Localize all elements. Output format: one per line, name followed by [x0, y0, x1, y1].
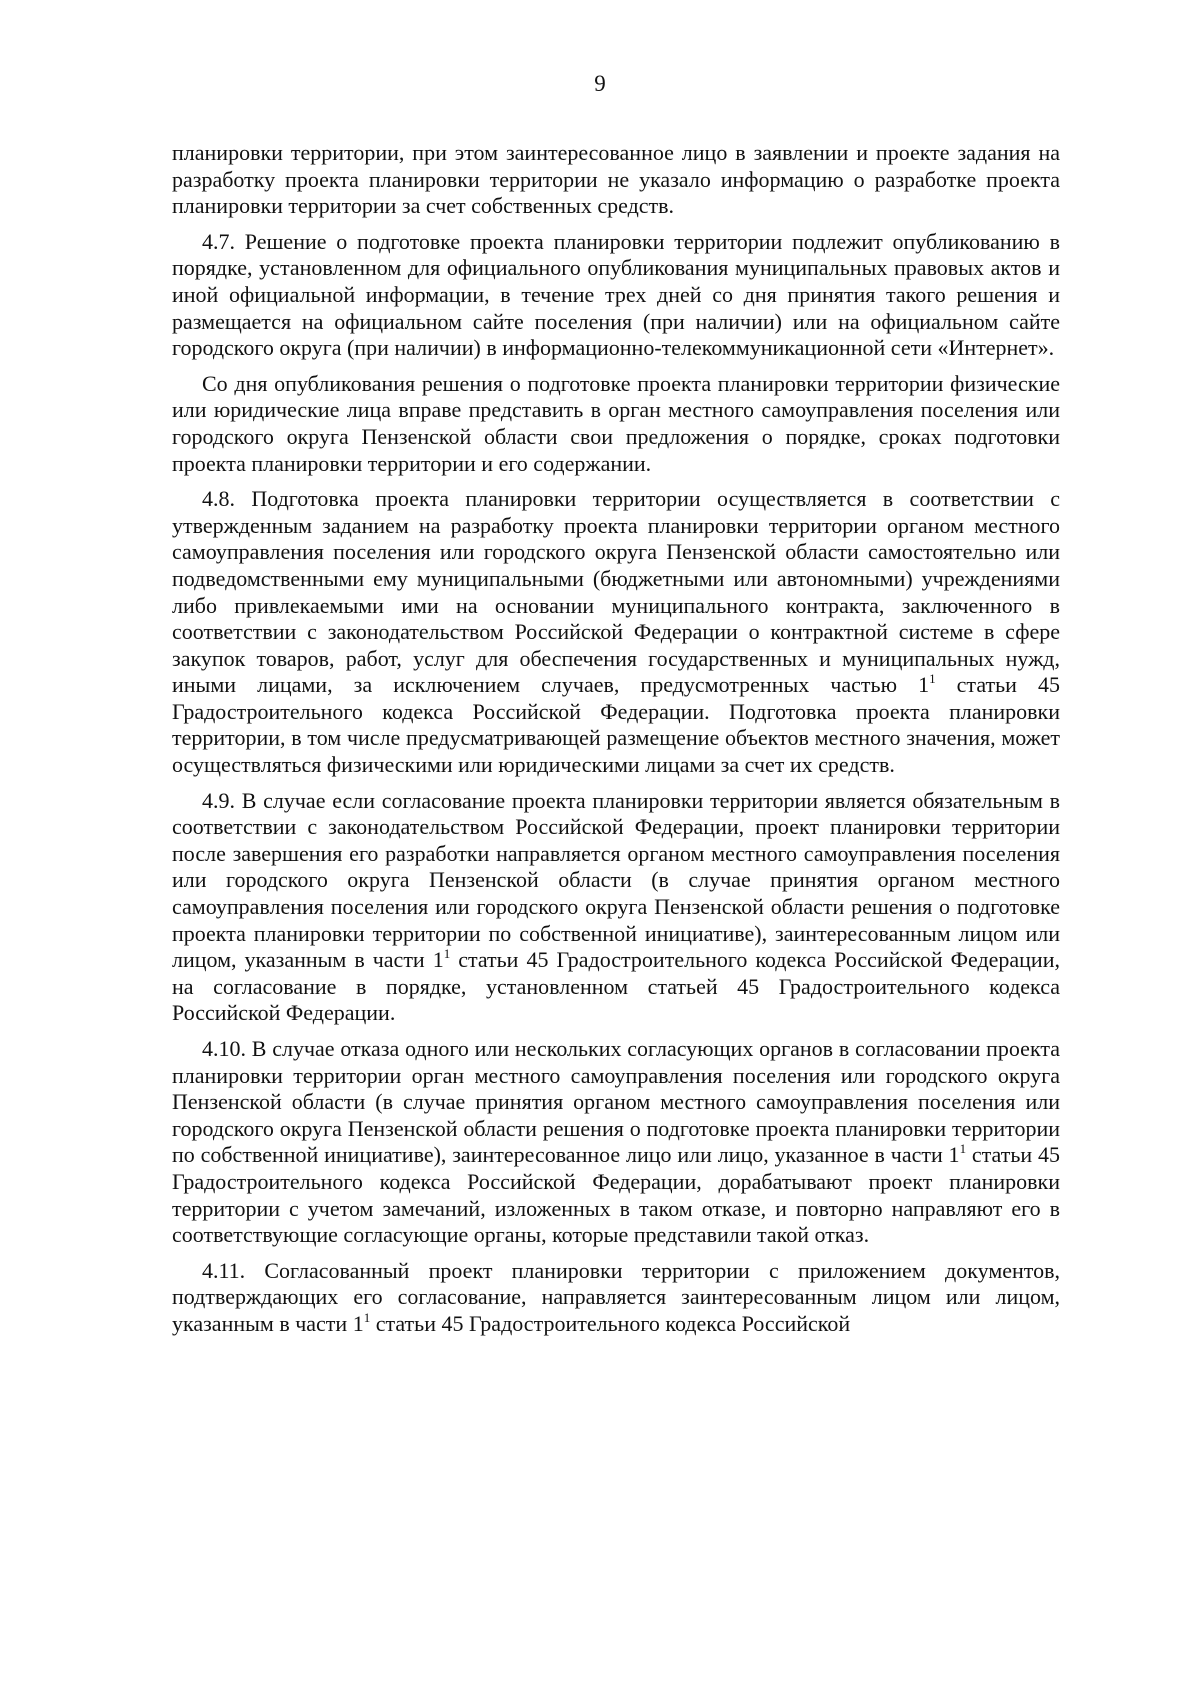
paragraph-continuation — [172, 140, 1060, 220]
paragraph-text: статьи 45 Градостроительного кодекса Российской Федерации, дорабатывают проект планировки территории с учетом замечаний, изложенных в таком отказе, и повторно направляют его в соответствующие согласующие органы, которые представили такой отказ. — [172, 1142, 1060, 1248]
paragraph-text: 4.8. Подготовка проекта планировки территории осуществляется в соответствии с утвержденным заданием на разработку проекта планировки территории органом местного самоуправления поселения или городского округа Пензенской области самостоятельно или подведомственными ему муниципальными (бюджетными или автономными) учреждениями либо привлекаемыми ими на основании муниципального контракта, заключенного в соответствии с законодательством Российской Федерации о контрактной системе в сфере закупок товаров, работ, услуг для обеспечения государственных и муниципальных нужд, иными лицами, за исключением случаев, предусмотренных частью 1 — [172, 486, 1060, 698]
paragraph-text: планировки территории, при этом заинтересованное лицо в заявлении и проекте задания на разработку проекта планировки территории не указало информацию о разработке проекта планировки территории за счет собственных средств. — [172, 140, 1060, 219]
paragraph-text: статьи 45 Градостроительного кодекса Российской Федерации. Подготовка проекта планировки территории, в том числе предусматривающей размещение объектов местного значения, может осуществляться физическими или юридическими лицами за счет их средств. — [172, 672, 1061, 778]
paragraph-text: Со дня опубликования решения о подготовке проекта планировки территории физические или юридические лица вправе представить в орган местного самоуправления поселения или городского округа Пензенской области свои предложения о порядке, сроках подготовки проекта планировки территории и его содержании. — [172, 370, 1060, 476]
paragraph-text: 4.11. Согласованный проект планировки территории с приложением документов, подтверждающих его согласование, направляется заинтересованным лицом или лицом, указанным в части 1 — [172, 1257, 1060, 1336]
paragraph-4-9 — [172, 788, 1060, 1027]
paragraph-text: 4.9. В случае если согласование проекта планировки территории является обязательным в соответствии с законодательством Российской Федерации, проект планировки территории после завершения его разработки направляется органом местного самоуправления поселения или городского округа Пензенской области (в случае принятия органом местного самоуправления поселения или городского округа Пензенской области решения о подготовке проекта планировки территории по собственной инициативе), заинтересованным лицом или лицом, указанным в части 1 — [172, 787, 1060, 973]
paragraph-text: 4.10. В случае отказа одного или нескольких согласующих органов в согласовании проекта планировки территории орган местного самоуправления поселения или городского округа Пензенской области (в случае принятия органом местного самоуправления поселения или городского округа Пензенской области решения о подготовке проекта планировки территории по собственной инициативе), заинтересованное лицо или лицо, указанное в части 1 — [172, 1036, 1060, 1168]
paragraph-4-7-publication-proposals — [172, 371, 1060, 477]
paragraph-text: статьи 45 Градостроительного кодекса Российской — [370, 1310, 851, 1336]
document-body — [172, 140, 1060, 1347]
page-number: 9 — [594, 71, 606, 96]
superscript-index: 1 — [929, 671, 936, 687]
paragraph-text: 4.7. Решение о подготовке проекта планировки территории подлежит опубликованию в порядке, установленном для официального опубликования муниципальных правовых актов и иной официальной информации, в течение трех дней со дня принятия такого решения и размещается на официальном сайте поселения (при наличии) или на официальном сайте городского округа (при наличии) в информационно-телекоммуникационной сети «Интернет». — [172, 228, 1060, 361]
paragraph-text: статьи 45 Градостроительного кодекса Российской Федерации, на согласование в порядке, установленном статьей 45 Градостроительного кодекса Российской Федерации. — [172, 947, 1060, 1026]
paragraph-4-7 — [172, 229, 1060, 362]
superscript-index: 1 — [443, 946, 451, 962]
paragraph-4-11 — [172, 1258, 1060, 1338]
paragraph-4-8 — [172, 486, 1060, 779]
superscript-index: 1 — [363, 1309, 371, 1325]
paragraph-4-10 — [172, 1036, 1060, 1249]
superscript-index: 1 — [959, 1141, 967, 1157]
